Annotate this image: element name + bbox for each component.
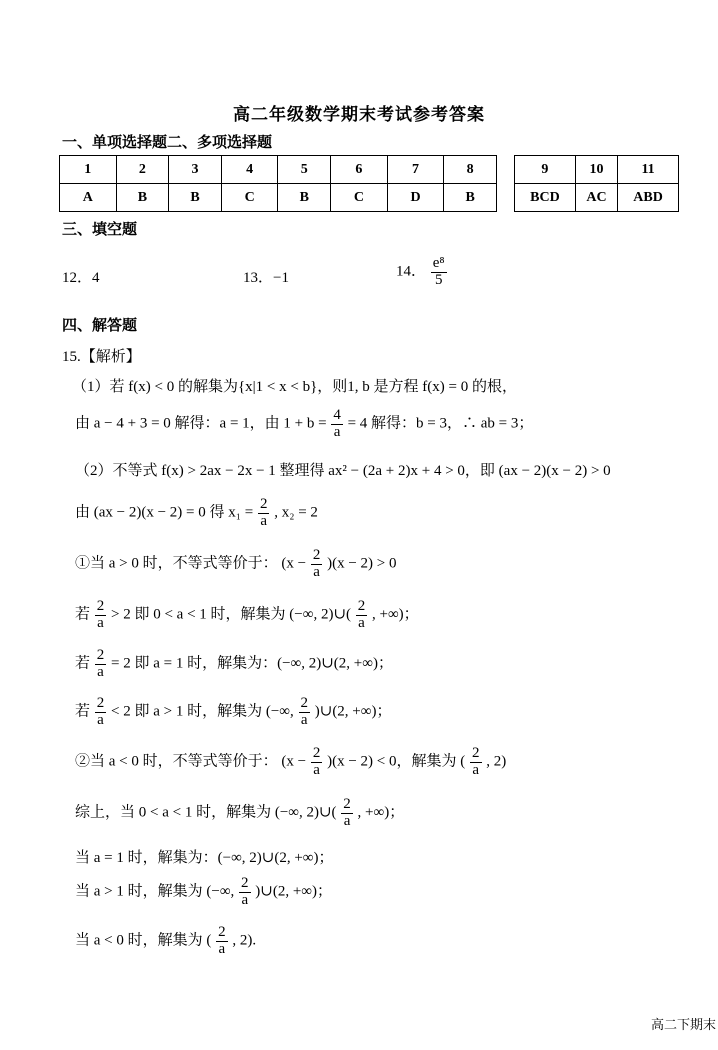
text: < 2 即 a > 1 时，解集为 (−∞, [111, 703, 294, 720]
fraction [331, 408, 343, 441]
q15-line-7 [75, 648, 393, 681]
table-cell: C [221, 184, 278, 212]
fraction [95, 648, 107, 681]
numerator: 2 [241, 875, 249, 891]
q15-line-9 [75, 746, 506, 779]
text: 综上，当 0 < a < 1 时，解集为 (−∞, 2)∪( [75, 804, 337, 821]
numerator: 2 [357, 598, 366, 614]
table-cell: 3 [169, 156, 222, 184]
section-solution-heading: 四、解答题 [62, 318, 138, 334]
section-choice-heading: 一、单项选择题二、多项选择题 [62, 135, 273, 151]
denominator: a [313, 563, 320, 580]
denominator: a [313, 761, 320, 778]
text: 当 a > 1 时，解集为 (−∞, [75, 883, 235, 900]
text: , +∞)； [357, 804, 405, 821]
text: )(x − 2) < 0，解集为 ( [327, 753, 466, 770]
numerator: 2 [472, 745, 480, 761]
table-cell: C [331, 184, 388, 212]
q15-line-13 [75, 925, 256, 958]
q15-line-8 [75, 696, 391, 729]
q15-line-4 [75, 497, 318, 530]
text: 由 a − 4 + 3 = 0 解得：a = 1，由 1 + b = [75, 415, 327, 432]
denominator: a [260, 512, 268, 529]
numerator: 2 [96, 598, 105, 614]
denominator: a [241, 891, 249, 908]
answer-13: 13．−1 [243, 270, 289, 286]
text: 当 a < 0 时，解集为 ( [75, 932, 212, 949]
denominator: a [97, 711, 104, 728]
text: ②当 a < 0 时，不等式等价于： [75, 753, 278, 770]
q15-line-6 [75, 599, 419, 632]
fraction [431, 256, 447, 289]
text: ①当 a > 0 时，不等式等价于： [75, 555, 278, 572]
table-cell: D [387, 184, 444, 212]
fraction [311, 548, 323, 581]
q15-line-10 [75, 797, 404, 830]
denominator: a [333, 423, 341, 440]
denominator: 5 [434, 271, 443, 288]
question-number-row [515, 156, 679, 184]
text: , +∞)； [372, 606, 419, 623]
text: , x₂ = 2 [274, 504, 318, 521]
q15-line-3: （2）不等式 f(x) > 2ax − 2x − 1 整理得 ax² − (2a + 2)x + 4 > 0，即 (ax − 2)(x − 2) > 0 [75, 463, 611, 479]
denominator: a [343, 812, 351, 829]
multi-choice-answer-table [514, 155, 679, 212]
text: = 4 解得：b = 3，∴ ab = 3； [347, 415, 534, 432]
numerator: 2 [312, 745, 321, 761]
table-cell: 1 [60, 156, 117, 184]
fraction [356, 599, 368, 632]
text: 由 (ax − 2)(x − 2) = 0 得 x₁ = [75, 504, 254, 521]
table-cell: 4 [221, 156, 278, 184]
question-number-row [60, 156, 497, 184]
fraction [216, 925, 228, 958]
single-choice-answer-table [59, 155, 497, 212]
denominator: a [300, 711, 308, 728]
fraction [311, 746, 323, 779]
q15-line-11: 当 a = 1 时，解集为：(−∞, 2)∪(2, +∞)； [75, 850, 334, 866]
text: , 2) [486, 753, 507, 770]
text: = 2 即 a = 1 时，解集为：(−∞, 2)∪(2, +∞)； [111, 655, 393, 672]
text: (x − [281, 753, 307, 770]
answer-row [515, 184, 679, 212]
text: (x − [281, 555, 307, 572]
denominator: a [472, 761, 480, 778]
table-cell: B [169, 184, 222, 212]
page-footer: 高二下期末 [650, 1017, 716, 1032]
fraction [95, 696, 107, 729]
text: > 2 即 0 < a < 1 时，解集为 (−∞, 2)∪( [111, 606, 352, 623]
table-cell: 5 [278, 156, 331, 184]
answer-row [60, 184, 497, 212]
table-cell: B [116, 184, 169, 212]
text: 若 [75, 606, 91, 623]
text: )∪(2, +∞)； [255, 883, 332, 900]
table-cell: B [444, 184, 497, 212]
table-cell: 8 [444, 156, 497, 184]
fraction [239, 876, 251, 909]
numerator: 2 [218, 924, 226, 940]
numerator: 2 [300, 695, 308, 711]
answer-14-label: 14． [396, 263, 427, 280]
text: )∪(2, +∞)； [314, 703, 392, 720]
fraction [341, 797, 353, 830]
answer-14 [396, 256, 448, 289]
answer-12: 12．4 [62, 270, 100, 286]
text: , 2). [232, 932, 257, 949]
q15-heading: 15.【解析】 [62, 349, 141, 365]
numerator: 4 [333, 407, 341, 423]
fraction [470, 746, 482, 779]
denominator: a [358, 614, 365, 631]
table-cell: AC [575, 184, 617, 212]
numerator: 2 [312, 547, 321, 563]
table-cell: 9 [515, 156, 576, 184]
table-cell: BCD [515, 184, 576, 212]
fraction [299, 696, 311, 729]
text: )(x − 2) > 0 [327, 555, 397, 572]
denominator: a [97, 663, 104, 680]
table-cell: B [278, 184, 331, 212]
fraction [95, 599, 107, 632]
table-cell: ABD [618, 184, 679, 212]
text: 若 [75, 655, 91, 672]
q15-line-5 [75, 548, 397, 581]
q15-line-12 [75, 876, 332, 909]
table-cell: 6 [331, 156, 388, 184]
denominator: a [218, 940, 226, 957]
q15-line-2 [75, 408, 533, 441]
numerator: 2 [96, 695, 105, 711]
section-fill-heading: 三、填空题 [62, 222, 138, 238]
table-cell: 2 [116, 156, 169, 184]
denominator: a [97, 614, 104, 631]
numerator: e⁸ [432, 255, 445, 271]
page-title: 高二年级数学期末考试参考答案 [233, 105, 485, 124]
numerator: 2 [343, 796, 351, 812]
table-cell: 10 [575, 156, 617, 184]
q15-line-1: （1）若 f(x) < 0 的解集为{x|1 < x < b}，则1, b 是方程 f(x) = 0 的根， [72, 379, 517, 395]
table-cell: A [60, 184, 117, 212]
fraction [258, 497, 270, 530]
table-cell: 7 [387, 156, 444, 184]
numerator: 2 [259, 496, 268, 512]
numerator: 2 [96, 647, 105, 663]
table-cell: 11 [618, 156, 679, 184]
text: 若 [75, 703, 91, 720]
